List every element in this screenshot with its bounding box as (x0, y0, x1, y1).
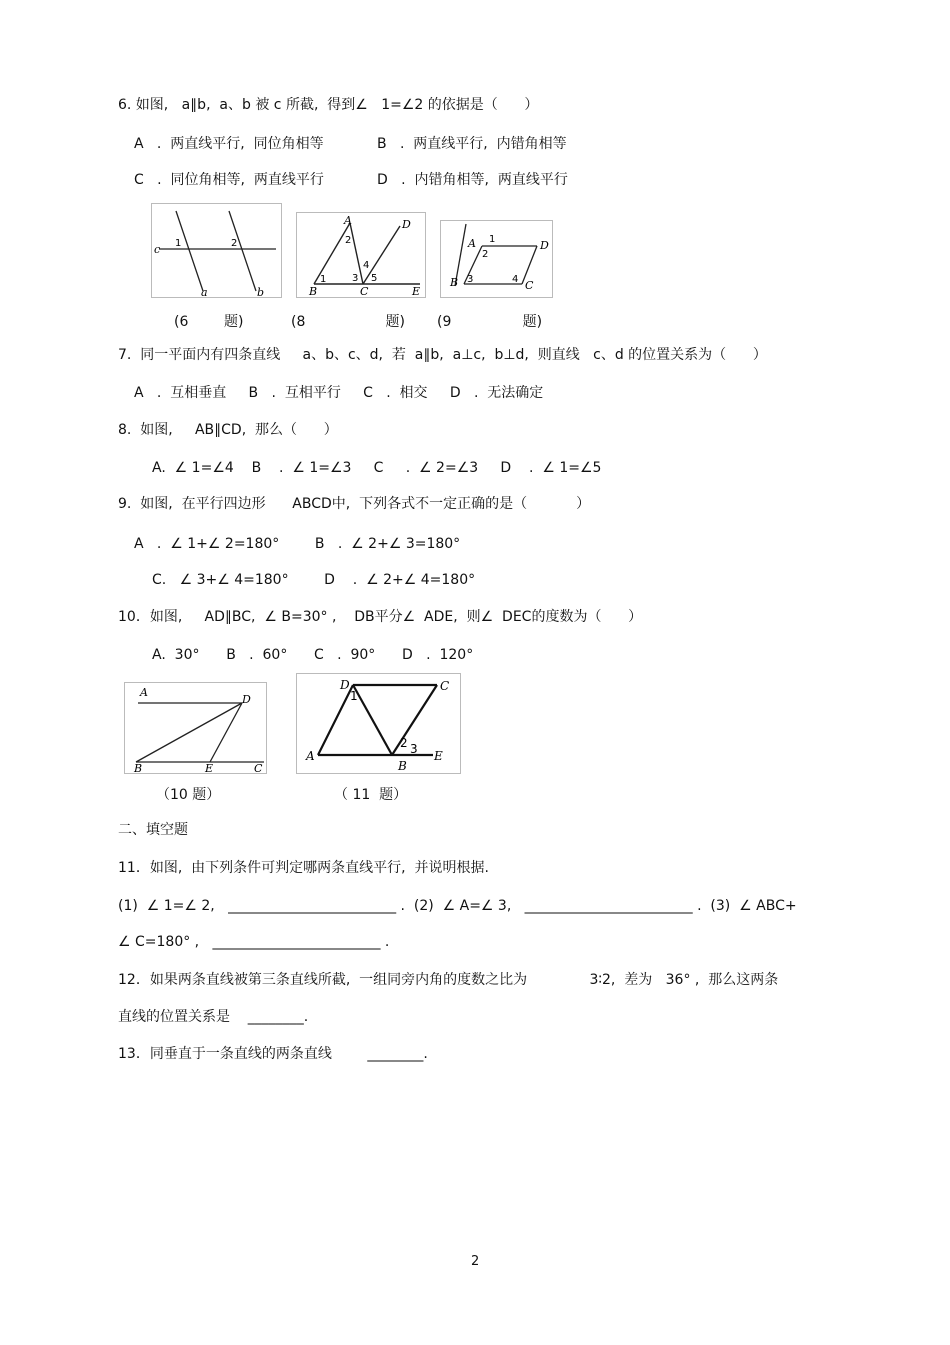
fig9-label-B: B (450, 276, 459, 289)
caption-q10: （10 题） (156, 787, 221, 803)
q8-options: A. ∠ 1=∠4 B . ∠ 1=∠3 C . ∠ 2=∠3 D . ∠ 1=∠5 (152, 460, 602, 476)
fig8-angle-5: 5 (371, 273, 378, 284)
fig6-label-c: c (154, 243, 161, 256)
fig9-label-C: C (525, 279, 534, 292)
q7-options: A . 互相垂直 B . 互相平行 C . 相交 D . 无法确定 (134, 385, 544, 401)
q6-option-c: C . 同位角相等, 两直线平行 (134, 172, 324, 188)
fig9-label-D: D (540, 239, 549, 252)
fig10-label-E: E (205, 762, 214, 774)
fig8-label-E: E (412, 285, 421, 298)
fig9-angle-1: 1 (489, 234, 496, 245)
fig11-label-B: B (398, 759, 407, 773)
q6-option-a: A . 两直线平行, 同位角相等 (134, 136, 324, 152)
q9-stem: 9. 如图, 在平行四边形 ABCD中, 下列各式不一定正确的是（ ） (118, 496, 591, 512)
fig9-label-A: A (468, 237, 476, 250)
fig8-label-C: C (360, 285, 369, 298)
fig8-angle-2: 2 (345, 235, 352, 246)
fig6-label-b: b (257, 286, 265, 298)
figure-q11 (296, 673, 461, 774)
q11-line1: (1) ∠ 1=∠ 2, ________________________ . (2) ∠ A=∠ 3, ________________________ . (3) ∠ ABC+ (118, 898, 797, 914)
fig10-label-C: C (254, 762, 263, 774)
fig8-label-A: A (344, 214, 352, 227)
q6-stem: 6. 如图, a∥b, a、b 被 c 所截, 得到∠ 1=∠2 的依据是（ ） (118, 97, 539, 113)
fig10-label-B: B (134, 762, 143, 774)
q8-stem: 8. 如图, AB∥CD, 那么（ ） (118, 422, 338, 438)
fig11-angle-3: 3 (410, 742, 418, 756)
q11-line2: ∠ C=180° , ________________________ . (118, 934, 390, 950)
fig6-label-a: a (201, 286, 208, 298)
figure-q9 (440, 220, 553, 298)
fig8-label-B: B (309, 285, 318, 298)
q6-option-b: B . 两直线平行, 内错角相等 (377, 136, 567, 152)
fig6-angle-1: 1 (175, 238, 182, 249)
fig9-angle-4: 4 (512, 274, 519, 285)
fig10-label-D: D (242, 693, 251, 706)
q9-options-cd: C. ∠ 3+∠ 4=180° D . ∠ 2+∠ 4=180° (152, 572, 476, 588)
figure-q10 (124, 682, 267, 774)
q12-line1: 12．如果两条直线被第三条直线所截, 一组同旁内角的度数之比为 3∶2, 差为 36° , 那么这两条 (118, 972, 779, 988)
caption-q8: (8 题) (291, 314, 405, 330)
fig11-label-A: A (306, 749, 315, 763)
q10-stem: 10．如图, AD∥BC, ∠ B=30° , DB平分∠ ADE, 则∠ DEC的度数为（ ） (118, 609, 643, 625)
figure-q6 (151, 203, 282, 298)
section-title-fill-in: 二、填空题 (118, 822, 188, 838)
q12-line2: 直线的位置关系是 ________. (118, 1009, 309, 1025)
caption-q11: （ 11 题） (334, 787, 408, 803)
caption-q9: (9 题) (437, 314, 543, 330)
fig8-angle-1: 1 (320, 274, 327, 285)
fig9-angle-3: 3 (467, 274, 474, 285)
q13-stem: 13．同垂直于一条直线的两条直线 ________. (118, 1046, 428, 1062)
q10-options: A. 30° B . 60° C . 90° D . 120° (152, 647, 474, 663)
fig11-angle-2: 2 (400, 736, 408, 750)
fig11-label-C: C (440, 679, 450, 693)
fig8-angle-3: 3 (352, 273, 359, 284)
fig9-angle-2: 2 (482, 249, 489, 260)
q7-stem: 7. 同一平面内有四条直线 a、b、c、d, 若 a∥b, a⊥c, b⊥d, 则直线 c、d 的位置关系为（ ） (118, 347, 767, 363)
fig11-label-E: E (434, 749, 443, 763)
fig6-angle-2: 2 (231, 238, 238, 249)
fig8-label-D: D (402, 218, 411, 231)
page-number: 2 (471, 1254, 480, 1269)
fig8-angle-4: 4 (363, 260, 370, 271)
caption-q6: (6 题) (174, 314, 244, 330)
fig11-angle-1: 1 (350, 689, 358, 703)
q11-stem: 11．如图, 由下列条件可判定哪两条直线平行, 并说明根据. (118, 860, 489, 876)
figure-q8 (296, 212, 426, 298)
q9-options-ab: A . ∠ 1+∠ 2=180° B . ∠ 2+∠ 3=180° (134, 536, 461, 552)
q6-option-d: D . 内错角相等, 两直线平行 (377, 172, 568, 188)
fig10-label-A: A (140, 686, 148, 699)
fig11-label-D: D (340, 678, 350, 692)
